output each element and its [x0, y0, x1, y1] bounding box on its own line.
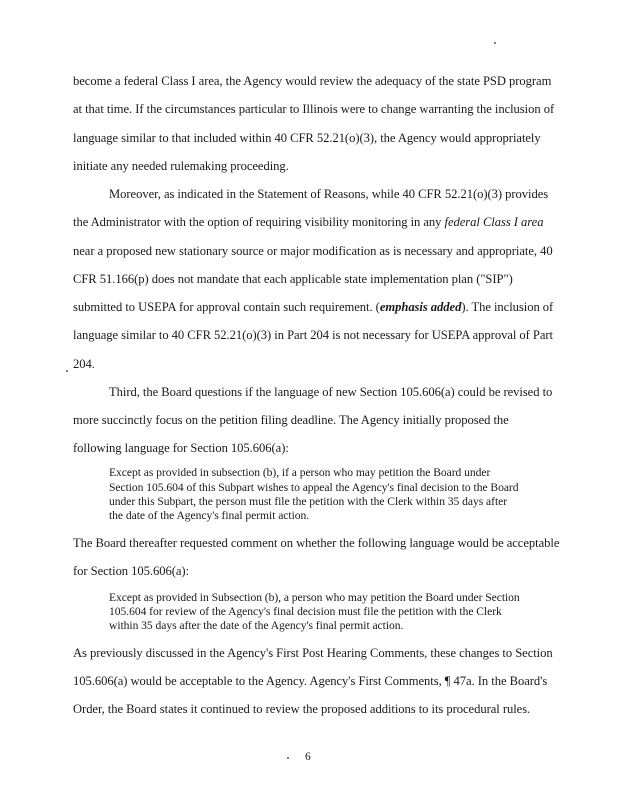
paragraph-2-line-3: near a proposed new stationary source or major modification as is necessary and appropriate, 40: [73, 244, 553, 258]
paragraph-4-line-2: for Section 105.606(a):: [73, 564, 190, 578]
paragraph-1-line-3: language similar to that included within 40 CFR 52.21(o)(3), the Agency would appropriately: [73, 131, 541, 145]
paragraph-5-line-2: 105.606(a) would be acceptable to the Agency. Agency's First Comments, ¶ 47a. In the Board's: [73, 674, 548, 688]
paragraph-2-line-7: 204.: [73, 357, 95, 371]
scan-speck: [66, 370, 68, 372]
paragraph-1-line-4: initiate any needed rulemaking proceeding.: [73, 159, 289, 173]
paragraph-5-line-3: Order, the Board states it continued to review the proposed additions to its procedural rules.: [73, 702, 531, 716]
paragraph-2-line-5-before: submitted to USEPA for approval contain such requirement. (: [73, 300, 380, 314]
emphasis-added-text: emphasis added: [379, 300, 462, 314]
quote-2-line-1: Except as provided in Subsection (b), a person who may petition the Board under Section: [109, 591, 520, 604]
paragraph-2-italic-term: federal Class I area: [444, 215, 544, 229]
paragraph-2-line-5-after: ). The inclusion of: [461, 300, 554, 314]
paragraph-3-line-2: more succinctly focus on the petition filing deadline. The Agency initially proposed the: [73, 413, 509, 427]
quote-1-line-4: the date of the Agency's final permit action.: [109, 509, 310, 522]
paragraph-2-line-6: language similar to 40 CFR 52.21(o)(3) in Part 204 is not necessary for USEPA approval of Part: [73, 328, 553, 342]
quote-1-line-1: Except as provided in subsection (b), if a person who may petition the Board under: [109, 466, 491, 479]
scan-speck: [287, 757, 289, 759]
paragraph-2-line-1: Moreover, as indicated in the Statement of Reasons, while 40 CFR 52.21(o)(3) provides: [109, 187, 549, 201]
quote-1-line-2: Section 105.604 of this Subpart wishes to appeal the Agency's final decision to the Board: [109, 481, 519, 494]
paragraph-3-line-1: Third, the Board questions if the language of new Section 105.606(a) could be revised to: [109, 385, 553, 399]
paragraph-4-line-1: The Board thereafter requested comment on whether the following language would be acceptable: [73, 536, 560, 550]
paragraph-2-line-5: [73, 301, 553, 314]
paragraph-1-line-2: at that time. If the circumstances particular to Illinois were to change warranting the inclusion of: [73, 102, 555, 116]
paragraph-1-line-1: become a federal Class I area, the Agency would review the adequacy of the state PSD program: [73, 74, 552, 88]
quote-1-line-3: under this Subpart, the person must file the petition with the Clerk within 35 days after: [109, 495, 508, 508]
page-number: 6: [305, 751, 311, 763]
paragraph-2-line-2: [73, 216, 543, 229]
paragraph-3-line-3: following language for Section 105.606(a):: [73, 441, 289, 455]
quote-2-line-3: within 35 days after the date of the Agency's final permit action.: [109, 619, 404, 632]
paragraph-5-line-1: As previously discussed in the Agency's First Post Hearing Comments, these changes to Section: [73, 646, 553, 660]
paragraph-2-line-4: CFR 51.166(p) does not mandate that each applicable state implementation plan ("SIP"): [73, 272, 513, 286]
scan-speck: [494, 42, 496, 44]
paragraph-2-line-2-text: the Administrator with the option of requiring visibility monitoring in any: [73, 215, 445, 229]
quote-2-line-2: 105.604 for review of the Agency's final decision must file the petition with the Clerk: [109, 605, 502, 618]
